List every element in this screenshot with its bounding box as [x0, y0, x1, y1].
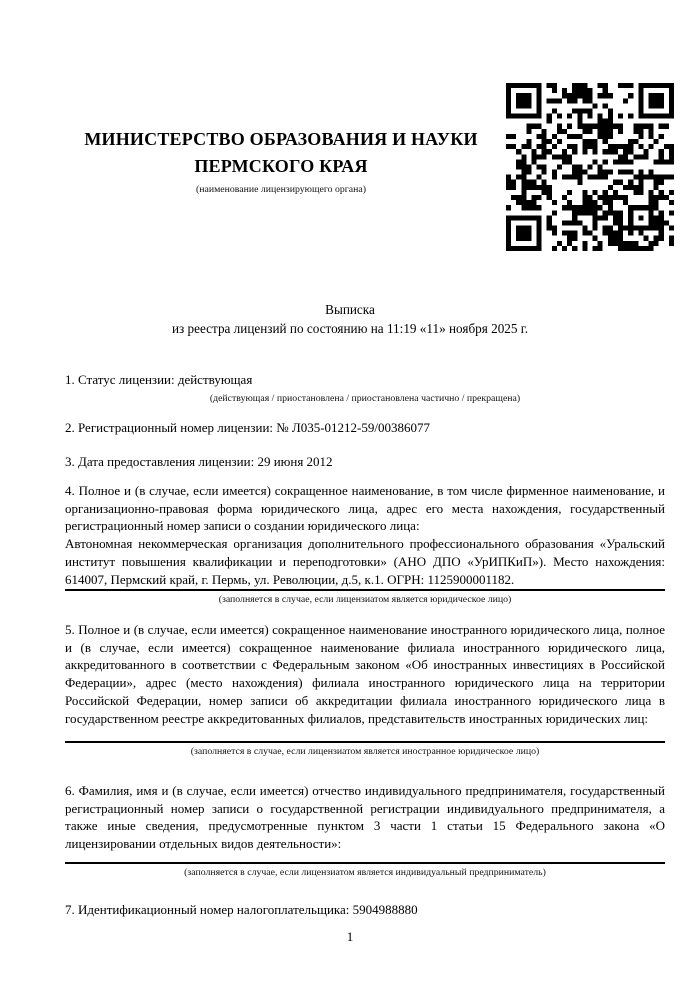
document-title	[0, 301, 700, 338]
fill-in-line	[65, 741, 665, 743]
item-license-date	[65, 453, 665, 471]
title-line2: из реестра лицензий по состоянию на 11:19 «11» ноября 2025 г.	[171, 320, 529, 336]
item-legal-entity	[65, 482, 665, 606]
item-taxpayer-number	[65, 901, 665, 919]
legal-entity-label: 4. Полное и (в случае, если имеется) сокращенное наименование, в том числе фирменное наименование, и организационно-правовая форма юридического лица, адрес его места нахождения, государственный регистрационный номер записи о создании юридического лица:	[65, 483, 665, 534]
fill-in-line	[65, 589, 665, 591]
taxpayer-number-text: 7. Идентификационный номер налогоплательщика: 5904988880	[65, 902, 418, 917]
header-caption: (наименование лицензирующего органа)	[195, 184, 366, 195]
foreign-entity-caption: (заполняется в случае, если лицензиатом является иностранное юридическое лицо)	[190, 746, 540, 758]
fill-in-line	[65, 862, 665, 864]
item-foreign-entity	[65, 621, 665, 758]
individual-entrepreneur-label: 6. Фамилия, имя и (в случае, если имеется) отчество индивидуального предпринимателя, государственный регистрационный номер записи о государственной регистрации индивидуального предпринимателя, а также иные сведения, предусмотренные пунктом 3 части 1 статьи 15 Федерального закона «О лицензировании отдельных видов деятельности»:	[65, 783, 665, 852]
item-individual-entrepreneur	[65, 782, 665, 879]
item-license-status	[65, 371, 665, 405]
license-status-caption: (действующая / приостановлена / приостановлена частично / прекращена)	[209, 392, 521, 404]
ministry-name-line2: ПЕРМСКОГО КРАЯ	[194, 156, 368, 176]
qr-code	[506, 83, 674, 251]
licensing-authority-header	[70, 126, 492, 196]
ministry-name-line1: МИНИСТЕРСТВО ОБРАЗОВАНИЯ И НАУКИ	[84, 129, 478, 149]
foreign-entity-label: 5. Полное и (в случае, если имеется) сокращенное наименование иностранного юридического лица, полное и (в случае, если имеется) сокращенное наименование филиала иностранного юридического лица, аккредитованного в соответствии с Федеральным законом «Об иностранных инвестициях в Российской Федерации», адрес (место нахождения) филиала иностранного юридического лица на территории Российской Федерации, номер записи об аккредитации филиала иностранного юридического лица в государственном реестре аккредитованных филиалов, представительств иностранных юридических лиц:	[65, 622, 665, 726]
license-status-text: 1. Статус лицензии: действующая	[65, 372, 253, 387]
title-line1: Выписка	[325, 302, 375, 317]
individual-entrepreneur-caption: (заполняется в случае, если лицензиатом является индивидуальный предприниматель)	[184, 866, 546, 878]
item-registration-number	[65, 419, 665, 437]
license-date-text: 3. Дата предоставления лицензии: 29 июня 2012	[65, 454, 333, 469]
registration-number-text: 2. Регистрационный номер лицензии: № Л035-01212-59/00386077	[65, 420, 431, 435]
legal-entity-caption: (заполняется в случае, если лицензиатом является юридическое лицо)	[218, 594, 512, 606]
legal-entity-value: Автономная некоммерческая организация дополнительного профессионального образования «Уральский институт повышения квалификации и переподготовки» (АНО ДПО «УрИПКиП»). Место нахождения: 614007, Пермский край, г. Пермь, ул. Революции, д.5, к.1. ОГРН: 1125900001182.	[65, 536, 665, 587]
page-number: 1	[346, 929, 354, 944]
